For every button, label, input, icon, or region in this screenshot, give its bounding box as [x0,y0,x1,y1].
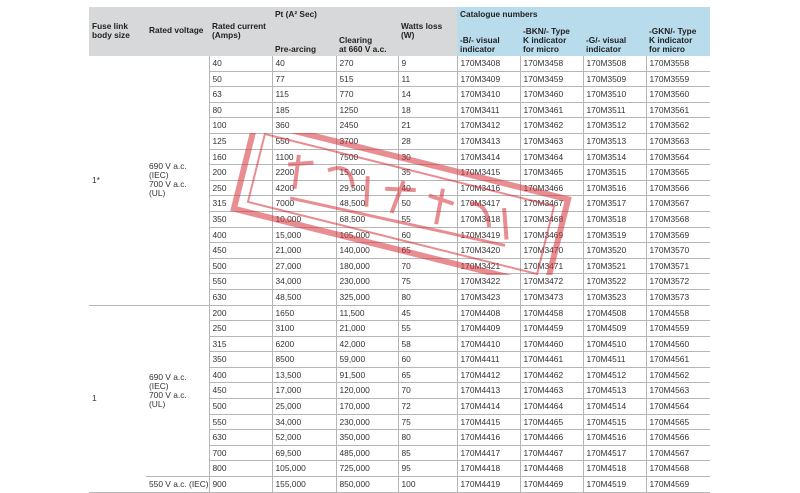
pre-arcing-cell: 10,000 [272,211,336,227]
clearing-cell: 515 [336,71,398,87]
pre-arcing-cell: 7000 [272,196,336,212]
pre-arcing-cell: 105,000 [272,461,336,477]
clearing-cell: 2450 [336,118,398,134]
voltage-line: (IEC) [149,170,169,181]
g-visual-cell: 170M4509 [583,321,646,337]
bkn-type-k-cell: 170M4464 [520,399,583,415]
clearing-cell: 1250 [336,102,398,118]
b-visual-cell: 170M4412 [457,367,520,383]
pre-arcing-cell: 1100 [272,149,336,165]
gkn-type-k-cell: 170M4568 [646,461,710,477]
bkn-type-k-cell: 170M3462 [520,118,583,134]
b-visual-cell: 170M3423 [457,289,520,305]
header-rated-voltage: Rated voltage [146,7,209,56]
voltage-line: 700 V a.c. [149,179,187,190]
bkn-type-k-cell: 170M3464 [520,149,583,165]
header-fuse-link-body-size: Fuse link body size [89,7,146,56]
bkn-type-k-cell: 170M3472 [520,274,583,290]
pre-arcing-cell: 34,000 [272,414,336,430]
watts-loss-cell: 55 [398,321,457,337]
watts-loss-cell: 85 [398,445,457,461]
watts-loss-cell: 40 [398,180,457,196]
pre-arcing-cell: 48,500 [272,289,336,305]
clearing-cell: 325,000 [336,289,398,305]
rated-current-cell: 450 [209,383,272,399]
bkn-type-k-cell: 170M4465 [520,414,583,430]
g-visual-cell: 170M3508 [583,56,646,71]
clearing-cell: 42,000 [336,336,398,352]
b-visual-cell: 170M3408 [457,56,520,71]
rated-current-cell: 550 [209,274,272,290]
b-visual-cell: 170M3422 [457,274,520,290]
clearing-cell: 120,000 [336,383,398,399]
g-visual-cell: 170M3515 [583,165,646,181]
watts-loss-cell: 55 [398,211,457,227]
header-rated-current: Rated current (Amps) [209,7,272,56]
watts-loss-cell: 45 [398,305,457,321]
g-visual-cell: 170M3523 [583,289,646,305]
rated-current-cell: 200 [209,165,272,181]
gkn-type-k-cell: 170M4567 [646,445,710,461]
gkn-type-k-cell: 170M3560 [646,87,710,103]
body-size-cell: 1* [89,56,146,305]
b-visual-cell: 170M3415 [457,165,520,181]
bkn-type-k-cell: 170M4462 [520,367,583,383]
bkn-type-k-cell: 170M4459 [520,321,583,337]
pre-arcing-cell: 155,000 [272,477,336,493]
watts-loss-cell: 60 [398,352,457,368]
b-visual-cell: 170M3418 [457,211,520,227]
rated-current-cell: 80 [209,102,272,118]
gkn-type-k-cell: 170M3562 [646,118,710,134]
pre-arcing-cell: 69,500 [272,445,336,461]
gkn-type-k-cell: 170M4569 [646,477,710,493]
watts-loss-cell: 75 [398,414,457,430]
clearing-cell: 29,500 [336,180,398,196]
gkn-type-k-cell: 170M3566 [646,180,710,196]
g-visual-cell: 170M4518 [583,461,646,477]
clearing-cell: 230,000 [336,414,398,430]
clearing-cell: 91,500 [336,367,398,383]
rated-current-cell: 700 [209,445,272,461]
rated-current-cell: 50 [209,71,272,87]
gkn-type-k-cell: 170M3567 [646,196,710,212]
bkn-type-k-cell: 170M4468 [520,461,583,477]
bkn-type-k-cell: 170M3461 [520,102,583,118]
g-visual-cell: 170M3522 [583,274,646,290]
bkn-type-k-cell: 170M4466 [520,430,583,446]
watts-loss-cell: 21 [398,118,457,134]
clearing-cell: 7500 [336,149,398,165]
bkn-type-k-cell: 170M3458 [520,56,583,71]
b-visual-cell: 170M3417 [457,196,520,212]
header-clearing: Clearing at 660 V a.c. [336,21,398,56]
gkn-type-k-cell: 170M3559 [646,71,710,87]
table-row [89,305,710,321]
g-visual-cell: 170M4515 [583,414,646,430]
g-visual-cell: 170M3510 [583,87,646,103]
g-visual-cell: 170M3519 [583,227,646,243]
g-visual-cell: 170M3512 [583,118,646,134]
voltage-line: (UL) [149,398,166,409]
watts-loss-cell: 100 [398,477,457,493]
header-watts-loss: Watts loss (W) [398,7,457,56]
b-visual-cell: 170M4417 [457,445,520,461]
pre-arcing-cell: 8500 [272,352,336,368]
clearing-cell: 11,500 [336,305,398,321]
rated-current-cell: 550 [209,414,272,430]
pre-arcing-cell: 6200 [272,336,336,352]
pre-arcing-cell: 52,000 [272,430,336,446]
g-visual-cell: 170M4508 [583,305,646,321]
rated-current-cell: 630 [209,289,272,305]
rated-current-cell: 63 [209,87,272,103]
g-visual-cell: 170M3511 [583,102,646,118]
b-visual-cell: 170M4416 [457,430,520,446]
header-catalogue-numbers: Catalogue numbers [457,7,710,21]
bkn-type-k-cell: 170M3465 [520,165,583,181]
rated-current-cell: 125 [209,133,272,149]
clearing-cell: 170,000 [336,399,398,415]
bkn-type-k-cell: 170M4458 [520,305,583,321]
gkn-type-k-cell: 170M3571 [646,258,710,274]
clearing-cell: 350,000 [336,430,398,446]
bkn-type-k-cell: 170M3466 [520,180,583,196]
pre-arcing-cell: 34,000 [272,274,336,290]
watts-loss-cell: 60 [398,227,457,243]
rated-current-cell: 250 [209,321,272,337]
bkn-type-k-cell: 170M3463 [520,133,583,149]
b-visual-cell: 170M3410 [457,87,520,103]
header-bkn-type-k-indicator: -BKN/- Type K indicator for micro [520,21,583,56]
pre-arcing-cell: 2200 [272,165,336,181]
rated-current-cell: 900 [209,477,272,493]
gkn-type-k-cell: 170M3570 [646,243,710,259]
rated-current-cell: 350 [209,352,272,368]
gkn-type-k-cell: 170M4561 [646,352,710,368]
rated-current-cell: 630 [209,430,272,446]
clearing-cell: 485,000 [336,445,398,461]
gkn-type-k-cell: 170M3572 [646,274,710,290]
clearing-cell: 140,000 [336,243,398,259]
b-visual-cell: 170M3414 [457,149,520,165]
bkn-type-k-cell: 170M3470 [520,243,583,259]
pre-arcing-cell: 15,000 [272,227,336,243]
gkn-type-k-cell: 170M3565 [646,165,710,181]
watts-loss-cell: 35 [398,165,457,181]
g-visual-cell: 170M3520 [583,243,646,259]
pre-arcing-cell: 21,000 [272,243,336,259]
pre-arcing-cell: 25,000 [272,399,336,415]
clearing-cell: 21,000 [336,321,398,337]
rated-current-cell: 40 [209,56,272,71]
gkn-type-k-cell: 170M3564 [646,149,710,165]
bkn-type-k-cell: 170M3467 [520,196,583,212]
bkn-type-k-cell: 170M4460 [520,336,583,352]
b-visual-cell: 170M4410 [457,336,520,352]
header-pt-group: Pt (A² Sec) [272,7,398,21]
watts-loss-cell: 70 [398,383,457,399]
pre-arcing-cell: 360 [272,118,336,134]
gkn-type-k-cell: 170M3573 [646,289,710,305]
pre-arcing-cell: 185 [272,102,336,118]
gkn-type-k-cell: 170M4563 [646,383,710,399]
pre-arcing-cell: 4200 [272,180,336,196]
header-pre-arcing: Pre-arcing [272,21,336,56]
clearing-cell: 68,500 [336,211,398,227]
g-visual-cell: 170M4513 [583,383,646,399]
g-visual-cell: 170M4510 [583,336,646,352]
rated-current-cell: 450 [209,243,272,259]
pre-arcing-cell: 77 [272,71,336,87]
b-visual-cell: 170M4419 [457,477,520,493]
pre-arcing-cell: 1650 [272,305,336,321]
b-visual-cell: 170M4409 [457,321,520,337]
g-visual-cell: 170M3513 [583,133,646,149]
voltage-line: 700 V a.c. [149,389,187,400]
clearing-cell: 59,000 [336,352,398,368]
body-size-cell: 1 [89,305,146,492]
clearing-cell: 180,000 [336,258,398,274]
rated-current-cell: 800 [209,461,272,477]
clearing-cell: 770 [336,87,398,103]
watts-loss-cell: 95 [398,461,457,477]
table-body [89,56,710,492]
clearing-cell: 850,000 [336,477,398,493]
voltage-line: (IEC) [149,380,169,391]
pre-arcing-cell: 115 [272,87,336,103]
g-visual-cell: 170M4519 [583,477,646,493]
rated-current-cell: 315 [209,196,272,212]
watts-loss-cell: 9 [398,56,457,71]
rated-current-cell: 500 [209,258,272,274]
gkn-type-k-cell: 170M3558 [646,56,710,71]
watts-loss-cell: 11 [398,71,457,87]
pre-arcing-cell: 27,000 [272,258,336,274]
watts-loss-cell: 80 [398,289,457,305]
watts-loss-cell: 72 [398,399,457,415]
b-visual-cell: 170M4418 [457,461,520,477]
g-visual-cell: 170M3521 [583,258,646,274]
g-visual-cell: 170M4516 [583,430,646,446]
watts-loss-cell: 65 [398,243,457,259]
bkn-type-k-cell: 170M3471 [520,258,583,274]
clearing-cell: 725,000 [336,461,398,477]
header-gkn-type-k-indicator: -GKN/- Type K indicator for micro [646,21,710,56]
clearing-cell: 48,500 [336,196,398,212]
gkn-type-k-cell: 170M3561 [646,102,710,118]
voltage-line: 690 V a.c. [149,371,187,382]
watts-loss-cell: 58 [398,336,457,352]
b-visual-cell: 170M4408 [457,305,520,321]
watts-loss-cell: 80 [398,430,457,446]
fuse-spec-table [89,7,710,493]
watts-loss-cell: 18 [398,102,457,118]
bkn-type-k-cell: 170M3460 [520,87,583,103]
bkn-type-k-cell: 170M4463 [520,383,583,399]
voltage-line: 690 V a.c. [149,161,187,172]
bkn-type-k-cell: 170M4467 [520,445,583,461]
rated-current-cell: 100 [209,118,272,134]
pre-arcing-cell: 550 [272,133,336,149]
g-visual-cell: 170M4517 [583,445,646,461]
watts-loss-cell: 75 [398,274,457,290]
gkn-type-k-cell: 170M4560 [646,336,710,352]
g-visual-cell: 170M3516 [583,180,646,196]
pre-arcing-cell: 17,000 [272,383,336,399]
g-visual-cell: 170M4514 [583,399,646,415]
b-visual-cell: 170M3411 [457,102,520,118]
b-visual-cell: 170M3416 [457,180,520,196]
bkn-type-k-cell: 170M4461 [520,352,583,368]
header-g-visual-indicator: -G/- visual indicator [583,21,646,56]
bkn-type-k-cell: 170M3459 [520,71,583,87]
gkn-type-k-cell: 170M3569 [646,227,710,243]
gkn-type-k-cell: 170M4559 [646,321,710,337]
pre-arcing-cell: 13,500 [272,367,336,383]
gkn-type-k-cell: 170M3563 [646,133,710,149]
bkn-type-k-cell: 170M4469 [520,477,583,493]
gkn-type-k-cell: 170M4565 [646,414,710,430]
rated-current-cell: 350 [209,211,272,227]
b-visual-cell: 170M3421 [457,258,520,274]
fuse-data-sheet [89,7,710,493]
rated-current-cell: 315 [209,336,272,352]
b-visual-cell: 170M3419 [457,227,520,243]
g-visual-cell: 170M3518 [583,211,646,227]
rated-voltage-cell [146,56,209,305]
watts-loss-cell: 70 [398,258,457,274]
voltage-line: (UL) [149,188,166,199]
gkn-type-k-cell: 170M3568 [646,211,710,227]
g-visual-cell: 170M3509 [583,71,646,87]
pre-arcing-cell: 40 [272,56,336,71]
bkn-type-k-cell: 170M3468 [520,211,583,227]
gkn-type-k-cell: 170M4564 [646,399,710,415]
header-b-visual-indicator: -B/- visual indicator [457,21,520,56]
watts-loss-cell: 28 [398,133,457,149]
rated-voltage-cell: 550 V a.c. (IEC) [146,477,209,493]
rated-current-cell: 400 [209,227,272,243]
rated-voltage-cell [146,305,209,477]
watts-loss-cell: 65 [398,367,457,383]
b-visual-cell: 170M3412 [457,118,520,134]
watts-loss-cell: 14 [398,87,457,103]
g-visual-cell: 170M3514 [583,149,646,165]
rated-current-cell: 250 [209,180,272,196]
clearing-cell: 3700 [336,133,398,149]
b-visual-cell: 170M4415 [457,414,520,430]
watts-loss-cell: 30 [398,149,457,165]
table-row [89,56,710,71]
b-visual-cell: 170M4411 [457,352,520,368]
b-visual-cell: 170M3409 [457,71,520,87]
clearing-cell: 105,000 [336,227,398,243]
rated-current-cell: 160 [209,149,272,165]
rated-current-cell: 500 [209,399,272,415]
clearing-cell: 270 [336,56,398,71]
clearing-cell: 15,000 [336,165,398,181]
b-visual-cell: 170M3420 [457,243,520,259]
gkn-type-k-cell: 170M4562 [646,367,710,383]
b-visual-cell: 170M3413 [457,133,520,149]
g-visual-cell: 170M3517 [583,196,646,212]
pre-arcing-cell: 3100 [272,321,336,337]
bkn-type-k-cell: 170M3469 [520,227,583,243]
rated-current-cell: 400 [209,367,272,383]
gkn-type-k-cell: 170M4566 [646,430,710,446]
b-visual-cell: 170M4413 [457,383,520,399]
clearing-cell: 230,000 [336,274,398,290]
g-visual-cell: 170M4512 [583,367,646,383]
watts-loss-cell: 50 [398,196,457,212]
rated-current-cell: 200 [209,305,272,321]
table-header [89,7,710,56]
g-visual-cell: 170M4511 [583,352,646,368]
gkn-type-k-cell: 170M4558 [646,305,710,321]
b-visual-cell: 170M4414 [457,399,520,415]
bkn-type-k-cell: 170M3473 [520,289,583,305]
